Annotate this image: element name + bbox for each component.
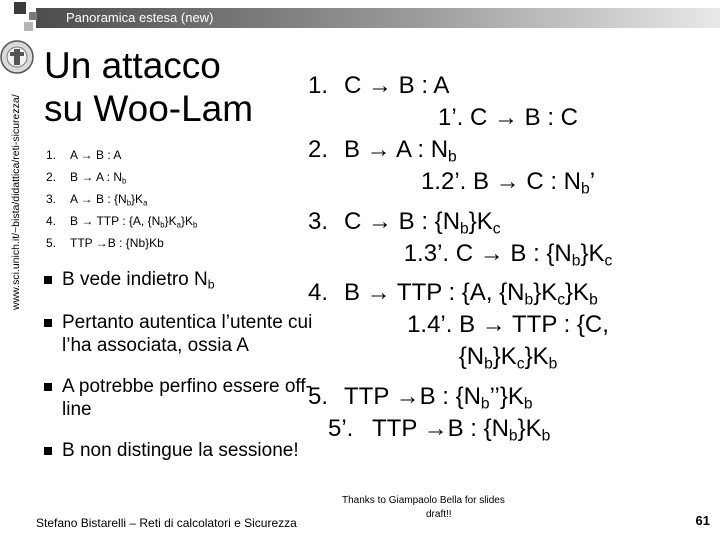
page-number: 61 — [695, 513, 710, 528]
title-line: Un attacco — [44, 45, 221, 86]
bullet-list — [44, 268, 314, 462]
attack-step-parallel: $\{N_b\}K_c\}K_b$ — [458, 343, 558, 374]
course-url: www.sci.unich.it/~bista/didattica/reti-sicurezza/ — [10, 94, 22, 310]
bullet-item: B non distingue la sessione! — [44, 439, 314, 462]
bullet-square-icon — [44, 319, 52, 327]
bullet-item: B vede indietro $N_b$ — [44, 268, 314, 297]
bullet-square-icon — [44, 447, 52, 455]
attack-step: 4. B → TTP : {A, $\{N_b\}K_c\}K_b$ — [308, 279, 598, 310]
attack-step: 3. C → B : $\{N_b\}K_c$ — [308, 207, 501, 238]
attack-step-parallel: 1’. C → B : C — [437, 104, 579, 131]
bullet-item: A potrebbe perfino essere off-line — [44, 375, 314, 421]
university-logo-icon — [0, 40, 34, 74]
attack-step: 5. TTP →B : $\{N_b’’\}K_b$ — [308, 383, 533, 413]
slide-footer: Stefano Bistarelli – Reti di calcolatori e Sicurezza — [36, 516, 297, 530]
decor-square — [29, 12, 37, 20]
bullet-item: Pertanto autentica l’utente cui l’ha associata, ossia A — [44, 311, 314, 357]
attack-steps — [308, 70, 708, 445]
decor-square — [24, 22, 33, 31]
attack-step-parallel: 1.3’. C → B : $\{N_b\}K_c$ — [403, 239, 613, 270]
slide-header-title: Panoramica estesa (new) — [66, 10, 214, 25]
decor-square — [14, 2, 26, 14]
attack-step: 2. B → A : $N_b$ — [308, 136, 457, 166]
attack-step: 1. C → B : A — [308, 72, 450, 99]
page-title — [44, 44, 253, 130]
attack-step-parallel: 1.4’. B → TTP : {C, — [407, 311, 609, 339]
bullet-square-icon — [44, 383, 52, 391]
attack-step: 5’. TTP →B : $\{N_b\}K_b$ — [328, 415, 551, 445]
bullet-square-icon — [44, 276, 52, 284]
title-line: su Woo-Lam — [44, 88, 254, 129]
attack-step-parallel: 1.2’. B → C : $N_b$’ — [420, 168, 596, 198]
acknowledgement-note: Thanks to Giampaolo Bella for slides draft!! — [342, 495, 505, 520]
